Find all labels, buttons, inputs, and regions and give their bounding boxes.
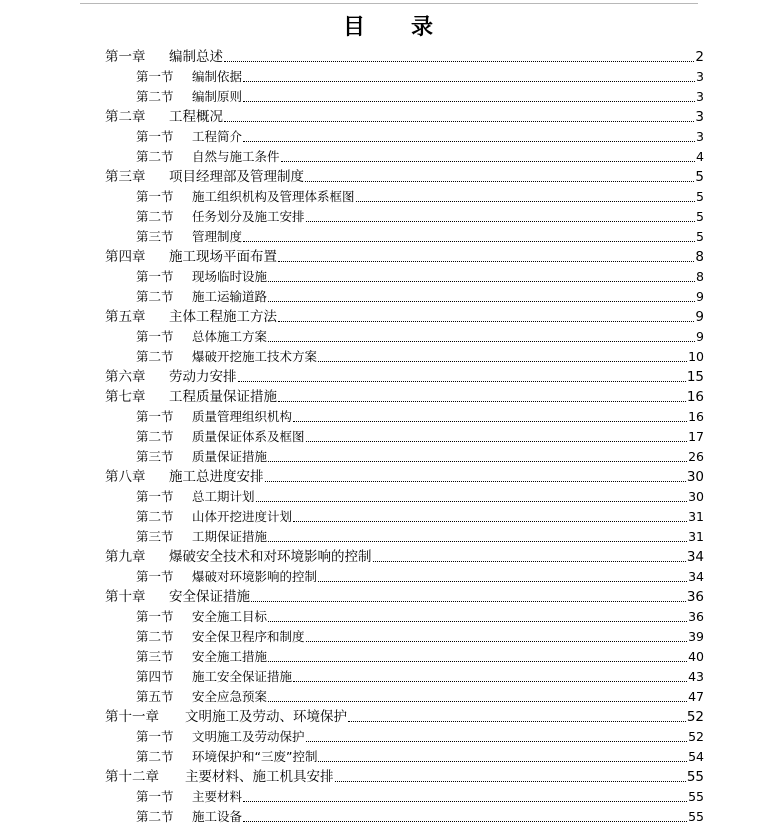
toc-dot-leader [318, 581, 687, 582]
toc-dot-leader [278, 261, 694, 262]
toc-entry-title: 质量保证措施 [192, 449, 268, 464]
toc-page-number: 55 [688, 789, 704, 804]
toc-entry-title: 任务划分及施工安排 [192, 209, 305, 224]
toc-page-number: 55 [688, 809, 704, 824]
toc-entry-title: 主体工程施工方法 [169, 309, 277, 325]
toc-page-number: 52 [688, 729, 704, 744]
toc-section-entry[interactable] [0, 727, 778, 747]
toc-entry-number: 第一节 [136, 129, 174, 144]
toc-page-number: 26 [688, 449, 704, 464]
toc-page-number: 8 [695, 249, 704, 265]
toc-page-number: 36 [686, 589, 704, 605]
toc-entry-number: 第一节 [136, 729, 174, 744]
toc-entry-title: 编制原则 [192, 89, 243, 104]
toc-entry-title: 自然与施工条件 [192, 149, 280, 164]
toc-dot-leader [224, 121, 694, 122]
toc-entry-title: 安全应急预案 [192, 689, 268, 704]
toc-page-number: 2 [695, 49, 704, 65]
toc-page-number: 31 [688, 509, 704, 524]
toc-section-entry[interactable] [0, 127, 778, 147]
toc-entry-title: 施工安全保证措施 [192, 669, 293, 684]
toc-entry-number: 第一节 [136, 569, 174, 584]
toc-dot-leader [268, 621, 687, 622]
toc-section-entry[interactable] [0, 647, 778, 667]
toc-dot-leader [318, 761, 687, 762]
toc-entry-number: 第二节 [136, 349, 174, 364]
toc-page-number: 9 [696, 329, 704, 344]
toc-dot-leader [243, 801, 687, 802]
toc-page-number: 3 [695, 109, 704, 125]
toc-entry-number: 第十二章 [105, 769, 159, 785]
toc-section-entry[interactable] [0, 287, 778, 307]
toc-entry-number: 第二节 [136, 149, 174, 164]
toc-dot-leader [265, 481, 686, 482]
toc-section-entry[interactable] [0, 807, 778, 827]
toc-entry-number: 第六章 [105, 369, 146, 385]
toc-dot-leader [278, 401, 686, 402]
toc-entry-title: 安全施工目标 [192, 609, 268, 624]
toc-section-entry[interactable] [0, 67, 778, 87]
toc-dot-leader [335, 781, 686, 782]
toc-section-entry[interactable] [0, 87, 778, 107]
toc-entry-title: 质量管理组织机构 [192, 409, 293, 424]
toc-page-number: 3 [696, 129, 704, 144]
toc-page-number: 34 [686, 549, 704, 565]
toc-page-number: 4 [696, 149, 704, 164]
toc-entry-title: 工程简介 [192, 129, 243, 144]
toc-dot-leader [268, 281, 695, 282]
toc-entry-title: 项目经理部及管理制度 [169, 169, 304, 185]
toc-entry-title: 工程概况 [169, 109, 223, 125]
toc-page-number: 15 [686, 369, 704, 385]
toc-page-number: 30 [686, 469, 704, 485]
toc-entry-title: 爆破对环境影响的控制 [192, 569, 318, 584]
toc-section-entry[interactable] [0, 407, 778, 427]
toc-page-number: 5 [696, 209, 704, 224]
toc-entry-number: 第一节 [136, 409, 174, 424]
toc-entry-number: 第四章 [105, 249, 146, 265]
toc-section-entry[interactable] [0, 687, 778, 707]
toc-entry-title: 爆破开挖施工技术方案 [192, 349, 318, 364]
toc-entry-number: 第三节 [136, 529, 174, 544]
toc-section-entry[interactable] [0, 347, 778, 367]
toc-page-number: 40 [688, 649, 704, 664]
toc-page-number: 3 [696, 69, 704, 84]
toc-chapter-entry[interactable] [0, 247, 778, 267]
toc-entry-title: 工期保证措施 [192, 529, 268, 544]
page-title [0, 10, 778, 41]
toc-dot-leader [268, 661, 687, 662]
toc-page-number: 36 [688, 609, 704, 624]
toc-section-entry[interactable] [0, 447, 778, 467]
toc-section-entry[interactable] [0, 627, 778, 647]
toc-dot-leader [306, 221, 696, 222]
toc-entry-number: 第一节 [136, 609, 174, 624]
toc-chapter-entry[interactable] [0, 767, 778, 787]
toc-entry-title: 编制依据 [192, 69, 243, 84]
toc-chapter-entry[interactable] [0, 707, 778, 727]
toc-entry-title: 工程质量保证措施 [169, 389, 277, 405]
toc-entry-number: 第三节 [136, 649, 174, 664]
toc-chapter-entry[interactable] [0, 107, 778, 127]
toc-entry-title: 山体开挖进度计划 [192, 509, 293, 524]
toc-dot-leader [243, 821, 687, 822]
toc-entry-number: 第七章 [105, 389, 146, 405]
toc-entry-number: 第二节 [136, 629, 174, 644]
toc-entry-number: 第二节 [136, 289, 174, 304]
toc-dot-leader [293, 521, 687, 522]
toc-page-number: 54 [688, 749, 704, 764]
toc-dot-leader [256, 501, 688, 502]
toc-dot-leader [306, 741, 688, 742]
toc-dot-leader [238, 381, 686, 382]
toc-section-entry[interactable] [0, 527, 778, 547]
toc-page-number: 9 [695, 309, 704, 325]
toc-entry-number: 第二节 [136, 209, 174, 224]
toc-entry-title: 劳动力安排 [169, 369, 237, 385]
toc-entry-number: 第二节 [136, 509, 174, 524]
toc-section-entry[interactable] [0, 607, 778, 627]
toc-entry-title: 文明施工及劳动保护 [192, 729, 305, 744]
toc-chapter-entry[interactable] [0, 307, 778, 327]
toc-dot-leader [278, 321, 694, 322]
toc-entry-number: 第九章 [105, 549, 146, 565]
toc-entry-title: 施工总进度安排 [169, 469, 264, 485]
toc-page-number: 43 [688, 669, 704, 684]
toc-dot-leader [268, 461, 687, 462]
toc-entry-number: 第二节 [136, 429, 174, 444]
toc-chapter-entry[interactable] [0, 387, 778, 407]
toc-entry-number: 第五章 [105, 309, 146, 325]
toc-section-entry[interactable] [0, 187, 778, 207]
toc-dot-leader [348, 721, 686, 722]
toc-chapter-entry[interactable] [0, 467, 778, 487]
toc-page-number: 52 [686, 709, 704, 725]
toc-dot-leader [373, 561, 686, 562]
toc-section-entry[interactable] [0, 487, 778, 507]
toc-page-number: 47 [688, 689, 704, 704]
toc-section-entry[interactable] [0, 147, 778, 167]
toc-page-number: 30 [688, 489, 704, 504]
toc-dot-leader [224, 61, 694, 62]
title-char-2: 录 [411, 14, 436, 40]
toc-chapter-entry[interactable] [0, 587, 778, 607]
toc-dot-leader [268, 541, 687, 542]
toc-entry-title: 现场临时设施 [192, 269, 268, 284]
toc-entry-title: 环境保护和“三废”控制 [192, 749, 318, 764]
toc-dot-leader [243, 101, 695, 102]
toc-entry-number: 第十章 [105, 589, 146, 605]
toc-page-number: 8 [696, 269, 704, 284]
toc-entry-title: 编制总述 [169, 49, 223, 65]
toc-dot-leader [243, 141, 695, 142]
toc-dot-leader [281, 161, 696, 162]
toc-entry-title: 管理制度 [192, 229, 243, 244]
toc-page-number: 10 [688, 349, 704, 364]
toc-dot-leader [318, 361, 687, 362]
toc-page-number: 17 [688, 429, 704, 444]
toc-dot-leader [251, 601, 686, 602]
toc-dot-leader [306, 641, 688, 642]
toc-entry-number: 第三章 [105, 169, 146, 185]
toc-entry-title: 施工现场平面布置 [169, 249, 277, 265]
toc-entry-number: 第一节 [136, 789, 174, 804]
toc-entry-number: 第二节 [136, 749, 174, 764]
toc-section-entry[interactable] [0, 327, 778, 347]
toc-entry-title: 施工设备 [192, 809, 243, 824]
toc-entry-title: 质量保证体系及框图 [192, 429, 305, 444]
toc-page-number: 39 [688, 629, 704, 644]
toc-section-entry[interactable] [0, 267, 778, 287]
toc-entry-title: 总体施工方案 [192, 329, 268, 344]
toc-entry-number: 第三节 [136, 449, 174, 464]
toc-section-entry[interactable] [0, 567, 778, 587]
toc-entry-number: 第三节 [136, 229, 174, 244]
toc-dot-leader [293, 681, 687, 682]
toc-entry-number: 第一节 [136, 69, 174, 84]
toc-page-number: 31 [688, 529, 704, 544]
toc-page-number: 3 [696, 89, 704, 104]
toc-section-entry[interactable] [0, 227, 778, 247]
toc-entry-title: 施工运输道路 [192, 289, 268, 304]
title-char-1: 目 [342, 14, 367, 40]
toc-page-number: 34 [688, 569, 704, 584]
toc-entry-number: 第一节 [136, 489, 174, 504]
toc-entry-title: 总工期计划 [192, 489, 255, 504]
toc-entry-title: 安全施工措施 [192, 649, 268, 664]
toc-entry-title: 安全保证措施 [169, 589, 250, 605]
toc-page-number: 16 [686, 389, 704, 405]
toc-page-number: 5 [695, 169, 704, 185]
toc-entry-number: 第二章 [105, 109, 146, 125]
toc-entry-title: 安全保卫程序和制度 [192, 629, 305, 644]
toc-entry-number: 第五节 [136, 689, 174, 704]
toc-entry-number: 第四节 [136, 669, 174, 684]
table-of-contents [0, 47, 778, 827]
toc-entry-title: 文明施工及劳动、环境保护 [185, 709, 347, 725]
toc-dot-leader [356, 201, 696, 202]
toc-entry-number: 第二节 [136, 89, 174, 104]
page-top-rule [80, 3, 698, 4]
toc-page-number: 16 [688, 409, 704, 424]
toc-dot-leader [268, 341, 695, 342]
toc-chapter-entry[interactable] [0, 167, 778, 187]
toc-page-number: 5 [696, 229, 704, 244]
toc-entry-number: 第一节 [136, 269, 174, 284]
toc-dot-leader [306, 441, 688, 442]
toc-entry-title: 主要材料 [192, 789, 243, 804]
toc-section-entry[interactable] [0, 667, 778, 687]
toc-page-number: 55 [686, 769, 704, 785]
toc-chapter-entry[interactable] [0, 47, 778, 67]
toc-entry-number: 第一节 [136, 329, 174, 344]
toc-section-entry[interactable] [0, 747, 778, 767]
toc-entry-title: 施工组织机构及管理体系框图 [192, 189, 355, 204]
toc-section-entry[interactable] [0, 427, 778, 447]
toc-page-number: 5 [696, 189, 704, 204]
toc-chapter-entry[interactable] [0, 367, 778, 387]
toc-entry-number: 第八章 [105, 469, 146, 485]
toc-dot-leader [268, 301, 695, 302]
toc-entry-number: 第十一章 [105, 709, 159, 725]
toc-entry-title: 爆破安全技术和对环境影响的控制 [169, 549, 372, 565]
toc-entry-title: 主要材料、施工机具安排 [185, 769, 334, 785]
toc-section-entry[interactable] [0, 507, 778, 527]
toc-dot-leader [243, 241, 695, 242]
toc-entry-number: 第一节 [136, 189, 174, 204]
toc-chapter-entry[interactable] [0, 547, 778, 567]
toc-section-entry[interactable] [0, 207, 778, 227]
toc-dot-leader [305, 181, 694, 182]
toc-page-number: 9 [696, 289, 704, 304]
toc-section-entry[interactable] [0, 787, 778, 807]
toc-dot-leader [243, 81, 695, 82]
toc-dot-leader [293, 421, 687, 422]
toc-entry-number: 第二节 [136, 809, 174, 824]
toc-dot-leader [268, 701, 687, 702]
toc-entry-number: 第一章 [105, 49, 146, 65]
